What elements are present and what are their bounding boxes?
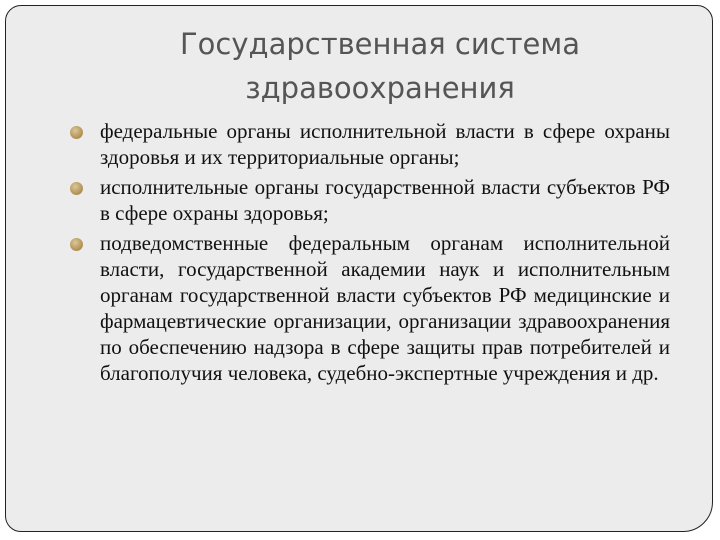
list-item-text: исполнительные органы государственной власти субъектов РФ в сфере охраны здоровья; — [100, 175, 670, 225]
bullet-list — [70, 118, 670, 390]
slide-title-line-1: Государственная система — [179, 27, 580, 61]
list-item-text: подведомственные федеральным органам исполнительной власти, государственной академии наук и исполнительным органам государственной власти субъектов РФ медицинские и фармацевтические организации, организации здравоохранения по обеспечению надзора в сфере защиты прав потребителей и благополучия человека, судебно-экспертные учреждения и др. — [100, 231, 670, 385]
list-item — [70, 230, 670, 386]
bullet-dot-icon — [70, 126, 83, 139]
list-item — [70, 118, 670, 170]
bullet-dot-icon — [70, 238, 83, 251]
list-item-text: федеральные органы исполнительной власти в сфере охраны здоровья и их территориальные органы; — [100, 119, 670, 169]
slide-title-line-2: здравоохранения — [245, 71, 515, 105]
bullet-dot-icon — [70, 182, 83, 195]
list-item — [70, 174, 670, 226]
slide-title — [120, 22, 640, 110]
